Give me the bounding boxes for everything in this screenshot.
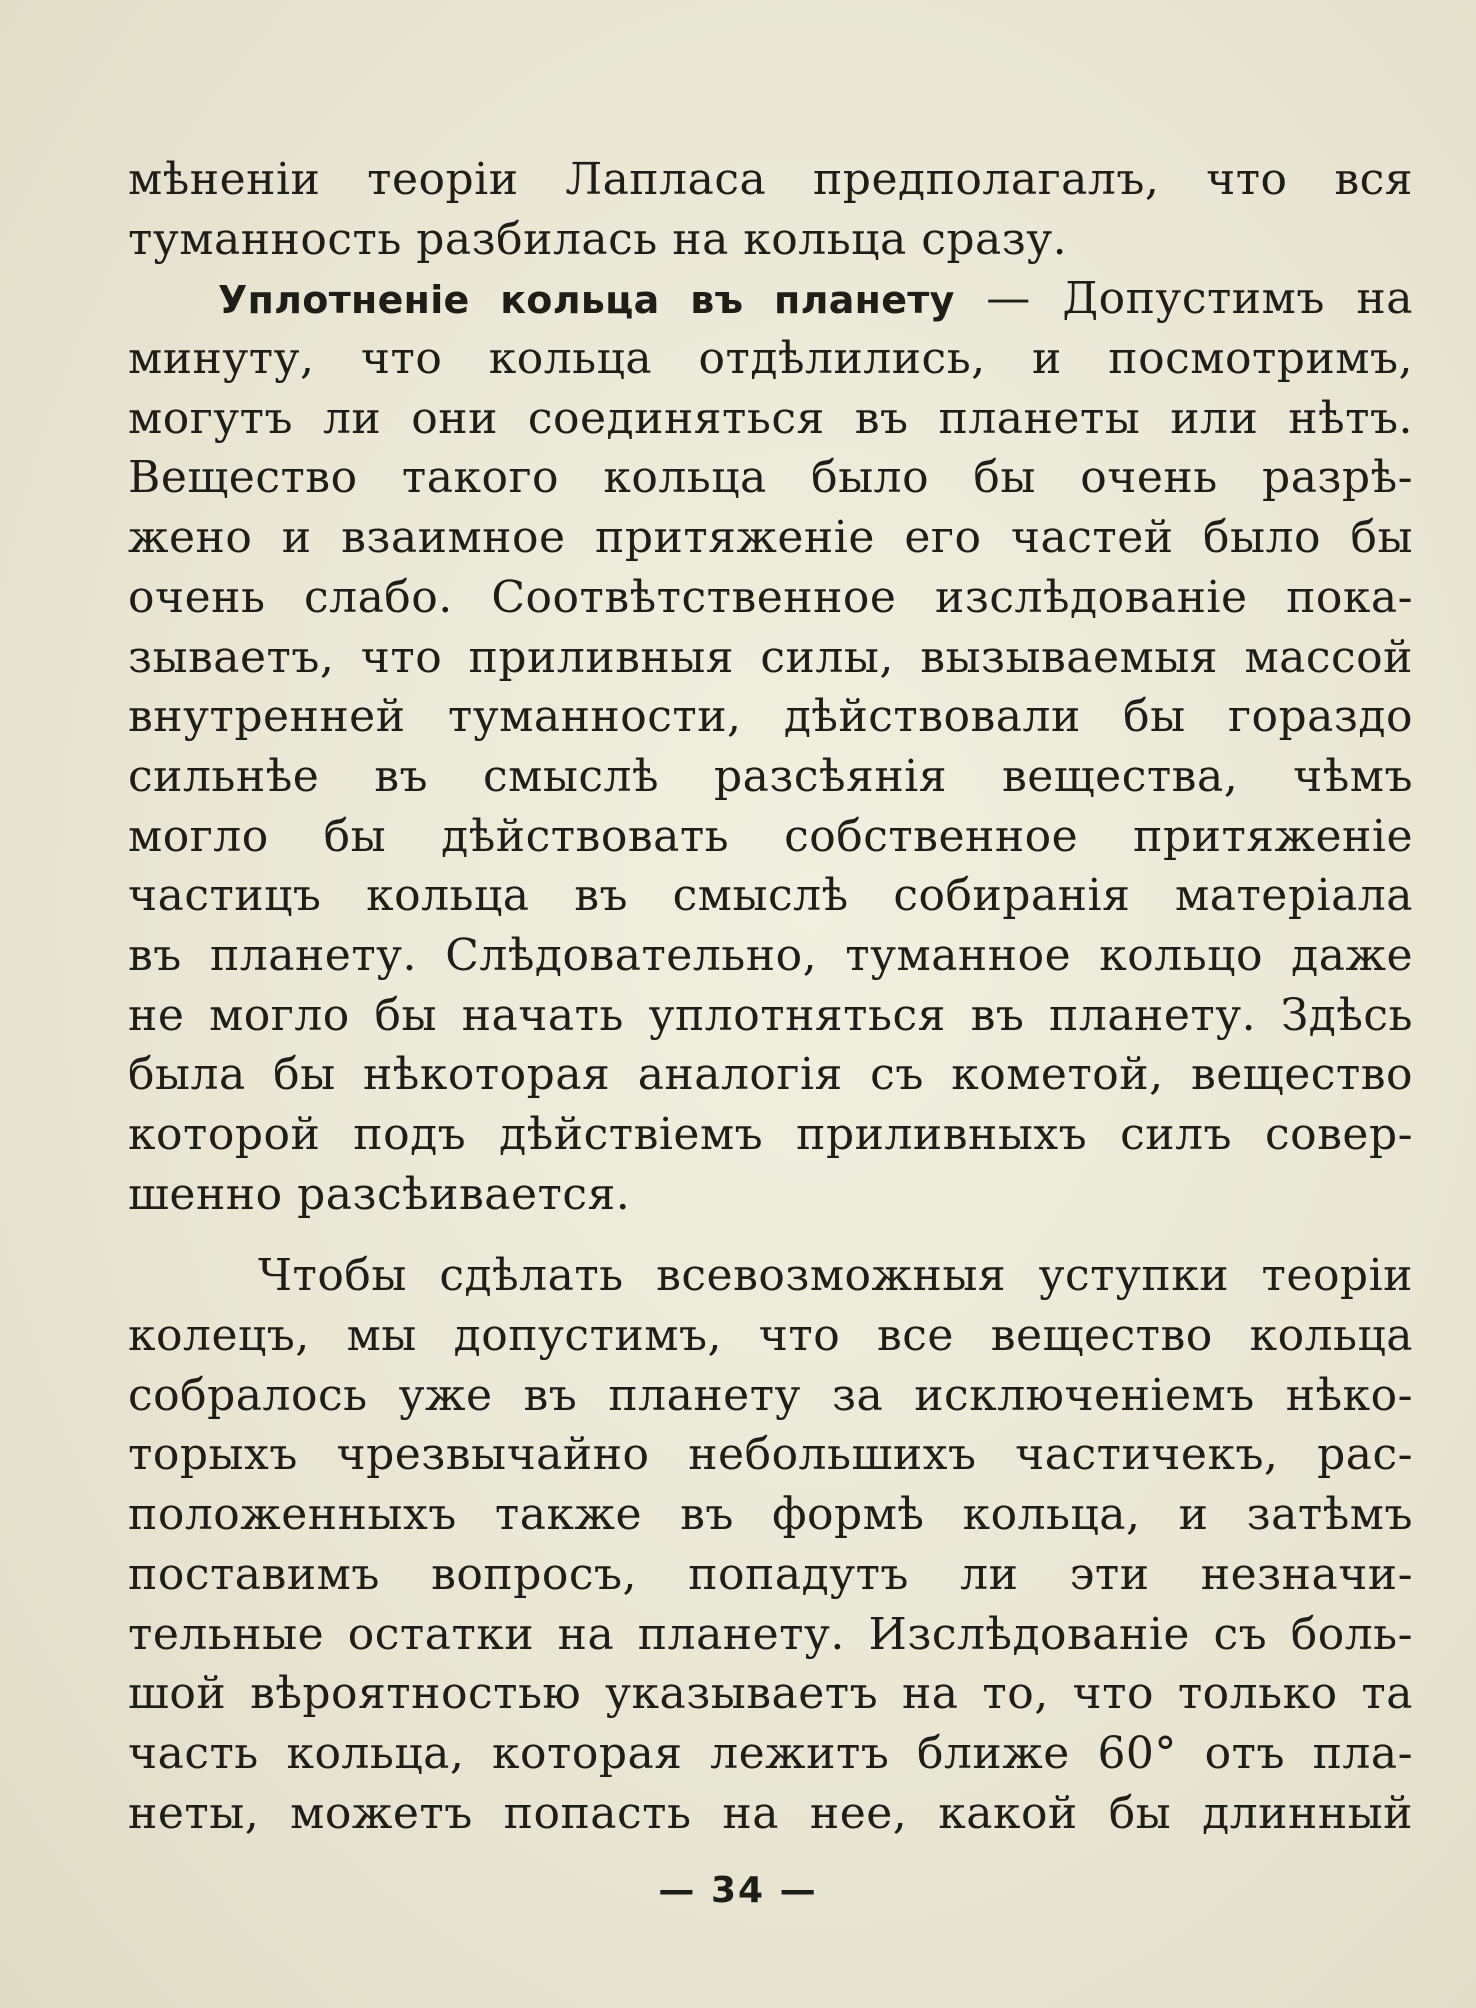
text-line: сильнѣе въ смыслѣ разсѣянія вещества, чѣмъ [128, 750, 1413, 802]
text-line: могутъ ли они соединяться въ планеты или нѣтъ. [128, 392, 1413, 444]
text-line: тельные остатки на планету. Изслѣдованіе съ боль- [128, 1608, 1413, 1660]
text-line: Вещество такого кольца было бы очень разрѣ- [128, 452, 1413, 504]
page-text [128, 150, 1413, 1843]
text-line [128, 269, 1413, 329]
text-line: которой подъ дѣйствіемъ приливныхъ силъ совер- [128, 1109, 1413, 1160]
text-line: была бы нѣкоторая аналогія съ кометой, вещество [128, 1049, 1413, 1101]
text-line: собралось уже въ планету за исключеніемъ нѣко- [128, 1369, 1413, 1421]
text-line: положенныхъ также въ формѣ кольца, и затѣмъ [128, 1489, 1413, 1541]
text-line: поставимъ вопросъ, попадутъ ли эти незначи- [128, 1548, 1413, 1600]
text-line: минуту, что кольца отдѣлились, и посмотримъ, [128, 333, 1413, 385]
text-line: неты, можетъ попасть на нее, какой бы длинный [128, 1787, 1413, 1839]
text-line: частицъ кольца въ смыслѣ собиранія матеріала [128, 870, 1413, 922]
heading-line-rest: — Допустимъ на [954, 273, 1413, 325]
paragraph-2 [128, 269, 1413, 1224]
text-line: часть кольца, которая лежитъ ближе 60° отъ пла- [128, 1727, 1413, 1779]
paragraph-3 [128, 1246, 1413, 1843]
text-line: внутренней туманности, дѣйствовали бы гораздо [128, 691, 1413, 743]
paragraph-1 [128, 150, 1413, 269]
text-line: зываетъ, что приливныя силы, вызываемыя массой [128, 631, 1413, 683]
text-line: мѣненіи теоріи Лапласа предполагалъ, что вся [128, 154, 1413, 205]
text-line: шенно разсѣивается. [128, 1168, 631, 1220]
page-number: — 34 — [658, 1870, 818, 1911]
text-line: могло бы дѣйствовать собственное притяженіе [128, 810, 1413, 862]
text-line: торыхъ чрезвычайно небольшихъ частичекъ, рас- [128, 1429, 1413, 1481]
text-line: не могло бы начать уплотняться въ планету. Здѣсь [128, 989, 1413, 1041]
text-line: въ планету. Слѣдовательно, туманное кольцо даже [128, 929, 1413, 981]
text-line: жено и взаимное притяженіе его частей было бы [128, 512, 1413, 564]
text-line: Чтобы сдѣлать всевозможныя уступки теоріи [258, 1250, 1413, 1302]
text-line: шой вѣроятностью указываетъ на то, что только та [128, 1668, 1413, 1720]
text-line: очень слабо. Соотвѣтственное изслѣдованіе пока- [128, 571, 1413, 623]
paragraph-gap [128, 1224, 1413, 1246]
section-heading: Уплотненіе кольца въ планету [218, 278, 955, 323]
text-line: колецъ, мы допустимъ, что все вещество кольца [128, 1310, 1413, 1362]
text-line: туманность разбилась на кольца сразу. [128, 213, 1068, 265]
